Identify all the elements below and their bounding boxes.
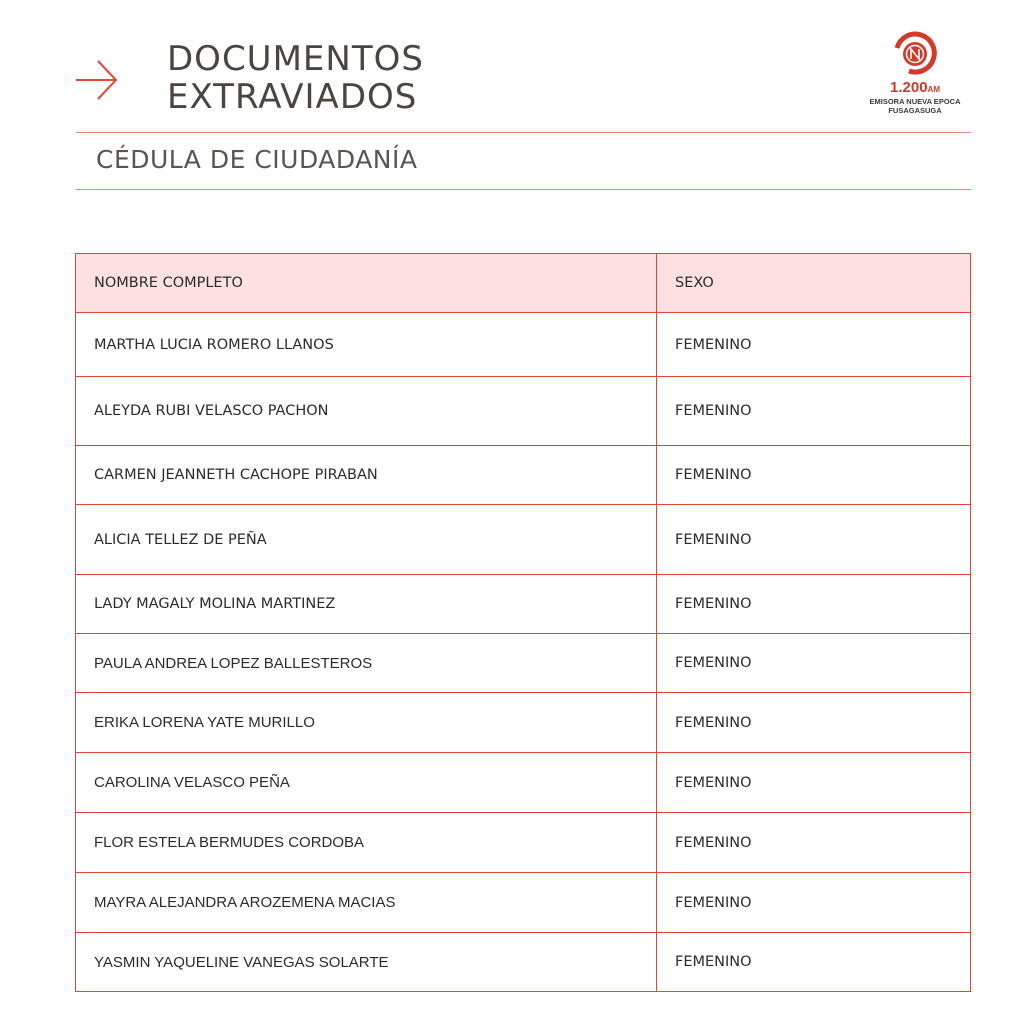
logo-frequency: 1.200AM bbox=[890, 79, 940, 96]
logo-city: FUSAGASUGA bbox=[888, 106, 942, 115]
table-row bbox=[76, 693, 971, 753]
cell-name: FLOR ESTELA BERMUDES CORDOBA bbox=[76, 813, 657, 873]
table-header-row bbox=[76, 254, 971, 313]
cell-sex: FEMENINO bbox=[657, 313, 971, 377]
table-row bbox=[76, 933, 971, 992]
cell-sex: FEMENINO bbox=[657, 933, 971, 992]
cell-sex: FEMENINO bbox=[657, 446, 971, 505]
cell-name: MAYRA ALEJANDRA AROZEMENA MACIAS bbox=[76, 873, 657, 933]
table-row bbox=[76, 446, 971, 505]
logo-station-name: EMISORA NUEVA EPOCA bbox=[869, 97, 961, 106]
cell-sex: FEMENINO bbox=[657, 575, 971, 634]
cell-name: YASMIN YAQUELINE VANEGAS SOLARTE bbox=[76, 933, 657, 992]
cell-name: ALICIA TELLEZ DE PEÑA bbox=[76, 505, 657, 575]
cell-sex: FEMENINO bbox=[657, 634, 971, 693]
table-row bbox=[76, 377, 971, 446]
document-type-heading: CÉDULA DE CIUDADANÍA bbox=[96, 145, 418, 174]
cell-sex: FEMENINO bbox=[657, 377, 971, 446]
cell-name: LADY MAGALY MOLINA MARTINEZ bbox=[76, 575, 657, 634]
page-title bbox=[167, 40, 424, 116]
cell-name: ALEYDA RUBI VELASCO PACHON bbox=[76, 377, 657, 446]
lost-documents-table bbox=[75, 253, 971, 992]
table-row bbox=[76, 753, 971, 813]
table-row bbox=[76, 873, 971, 933]
arrow-right-icon bbox=[74, 58, 120, 102]
cell-name: CAROLINA VELASCO PEÑA bbox=[76, 753, 657, 813]
radio-logo-icon bbox=[887, 26, 943, 82]
divider-top bbox=[76, 132, 971, 133]
cell-name: MARTHA LUCIA ROMERO LLANOS bbox=[76, 313, 657, 377]
cell-name: ERIKA LORENA YATE MURILLO bbox=[76, 693, 657, 753]
column-header-name: NOMBRE COMPLETO bbox=[76, 254, 657, 313]
station-logo bbox=[858, 26, 972, 122]
table-row bbox=[76, 313, 971, 377]
divider-bottom bbox=[76, 189, 971, 190]
page-title-line-2: EXTRAVIADOS bbox=[167, 77, 418, 117]
cell-name: CARMEN JEANNETH CACHOPE PIRABAN bbox=[76, 446, 657, 505]
table-row bbox=[76, 634, 971, 693]
cell-sex: FEMENINO bbox=[657, 753, 971, 813]
cell-sex: FEMENINO bbox=[657, 505, 971, 575]
column-header-sex: SEXO bbox=[657, 254, 971, 313]
cell-name: PAULA ANDREA LOPEZ BALLESTEROS bbox=[76, 634, 657, 693]
table-row bbox=[76, 813, 971, 873]
page-title-line-1: DOCUMENTOS bbox=[167, 39, 424, 79]
cell-sex: FEMENINO bbox=[657, 693, 971, 753]
table-row bbox=[76, 575, 971, 634]
cell-sex: FEMENINO bbox=[657, 873, 971, 933]
cell-sex: FEMENINO bbox=[657, 813, 971, 873]
table-row bbox=[76, 505, 971, 575]
